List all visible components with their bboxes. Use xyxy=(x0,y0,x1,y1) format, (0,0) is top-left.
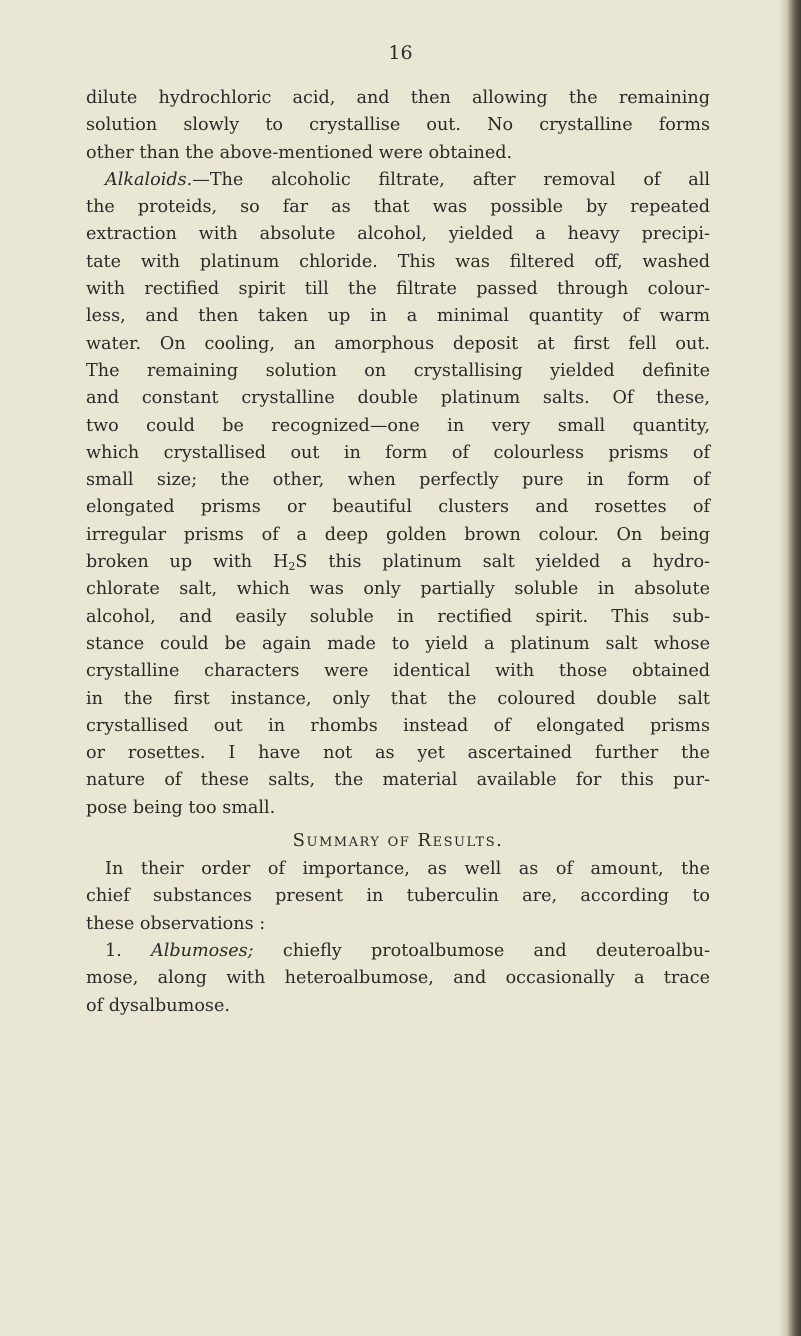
text-line: crystalline characters were identical with those obtained xyxy=(86,661,710,682)
text-fragment: S this platinum salt yielded a hydro- xyxy=(295,552,710,573)
text-line: or rosettes. I have not as yet ascertained further the xyxy=(86,743,710,764)
text-line: tate with platinum chloride. This was filtered off, washed xyxy=(86,251,710,272)
formula-subscript: 2 xyxy=(288,560,296,574)
text-fragment: broken up with H xyxy=(86,552,289,573)
text-fragment: —The alcoholic filtrate, after removal of all xyxy=(192,169,710,190)
paragraph-alkaloids-first-line xyxy=(86,167,710,194)
text-line: these observations : xyxy=(86,913,266,934)
text-line: in the first instance, only that the coloured double salt xyxy=(86,688,710,709)
text-line: elongated prisms or beautiful clusters and rosettes of xyxy=(86,497,710,518)
text-line: chief substances present in tuberculin are, according to xyxy=(86,886,710,907)
text-line: pose being too small. xyxy=(86,797,276,818)
text-line: nature of these salts, the material available for this pur- xyxy=(86,770,710,791)
text-line: irregular prisms of a deep golden brown colour. On being xyxy=(86,524,710,545)
alkaloids-heading: Alkaloids. xyxy=(105,169,193,190)
text-line: dilute hydrochloric acid, and then allowing the remaining xyxy=(86,88,710,108)
text-line: other than the above-mentioned were obtained. xyxy=(86,142,513,163)
text-line: In their order of importance, as well as of amount, the xyxy=(105,859,710,880)
text-fragment: chiefly protoalbumose and deuteroalbu- xyxy=(253,940,710,961)
page-edge-shadow xyxy=(779,0,801,1336)
text-line: two could be recognized—one in very small quantity, xyxy=(86,415,710,436)
text-line: which crystallised out in form of colourless prisms of xyxy=(86,442,710,463)
text-line: and constant crystalline double platinum salts. Of these, xyxy=(86,388,710,409)
list-number: 1. xyxy=(105,940,152,961)
text-line: alcohol, and easily soluble in rectified spirit. This sub- xyxy=(86,606,710,627)
text-line: mose, along with heteroalbumose, and occasionally a trace xyxy=(86,968,710,989)
page-number: 16 xyxy=(388,42,413,64)
text-line: less, and then taken up in a minimal quantity of warm xyxy=(86,306,710,327)
text-line: with rectified spirit till the filtrate passed through colour- xyxy=(86,279,710,300)
text-line: water. On cooling, an amorphous deposit at first fell out. xyxy=(86,333,710,354)
section-heading-summary: Summary of Results. xyxy=(292,830,504,852)
text-line: of dysalbumose. xyxy=(86,995,230,1016)
text-line: small size; the other, when perfectly pure in form of xyxy=(86,470,710,491)
text-line: solution slowly to crystallise out. No crystalline forms xyxy=(86,115,710,136)
list-item-1-first-line xyxy=(86,938,710,965)
text-line: The remaining solution on crystallising yielded definite xyxy=(86,360,710,381)
text-line: crystallised out in rhombs instead of elongated prisms xyxy=(86,715,710,736)
text-line: stance could be again made to yield a platinum salt whose xyxy=(86,633,710,654)
body-text xyxy=(86,85,710,1020)
text-line: extraction with absolute alcohol, yielded a heavy precipi- xyxy=(86,224,710,245)
text-line: the proteids, so far as that was possible by repeated xyxy=(86,197,710,218)
albumoses-term: Albumoses; xyxy=(151,940,254,961)
text-line-with-formula xyxy=(86,549,710,576)
text-line: chlorate salt, which was only partially soluble in absolute xyxy=(86,579,710,600)
